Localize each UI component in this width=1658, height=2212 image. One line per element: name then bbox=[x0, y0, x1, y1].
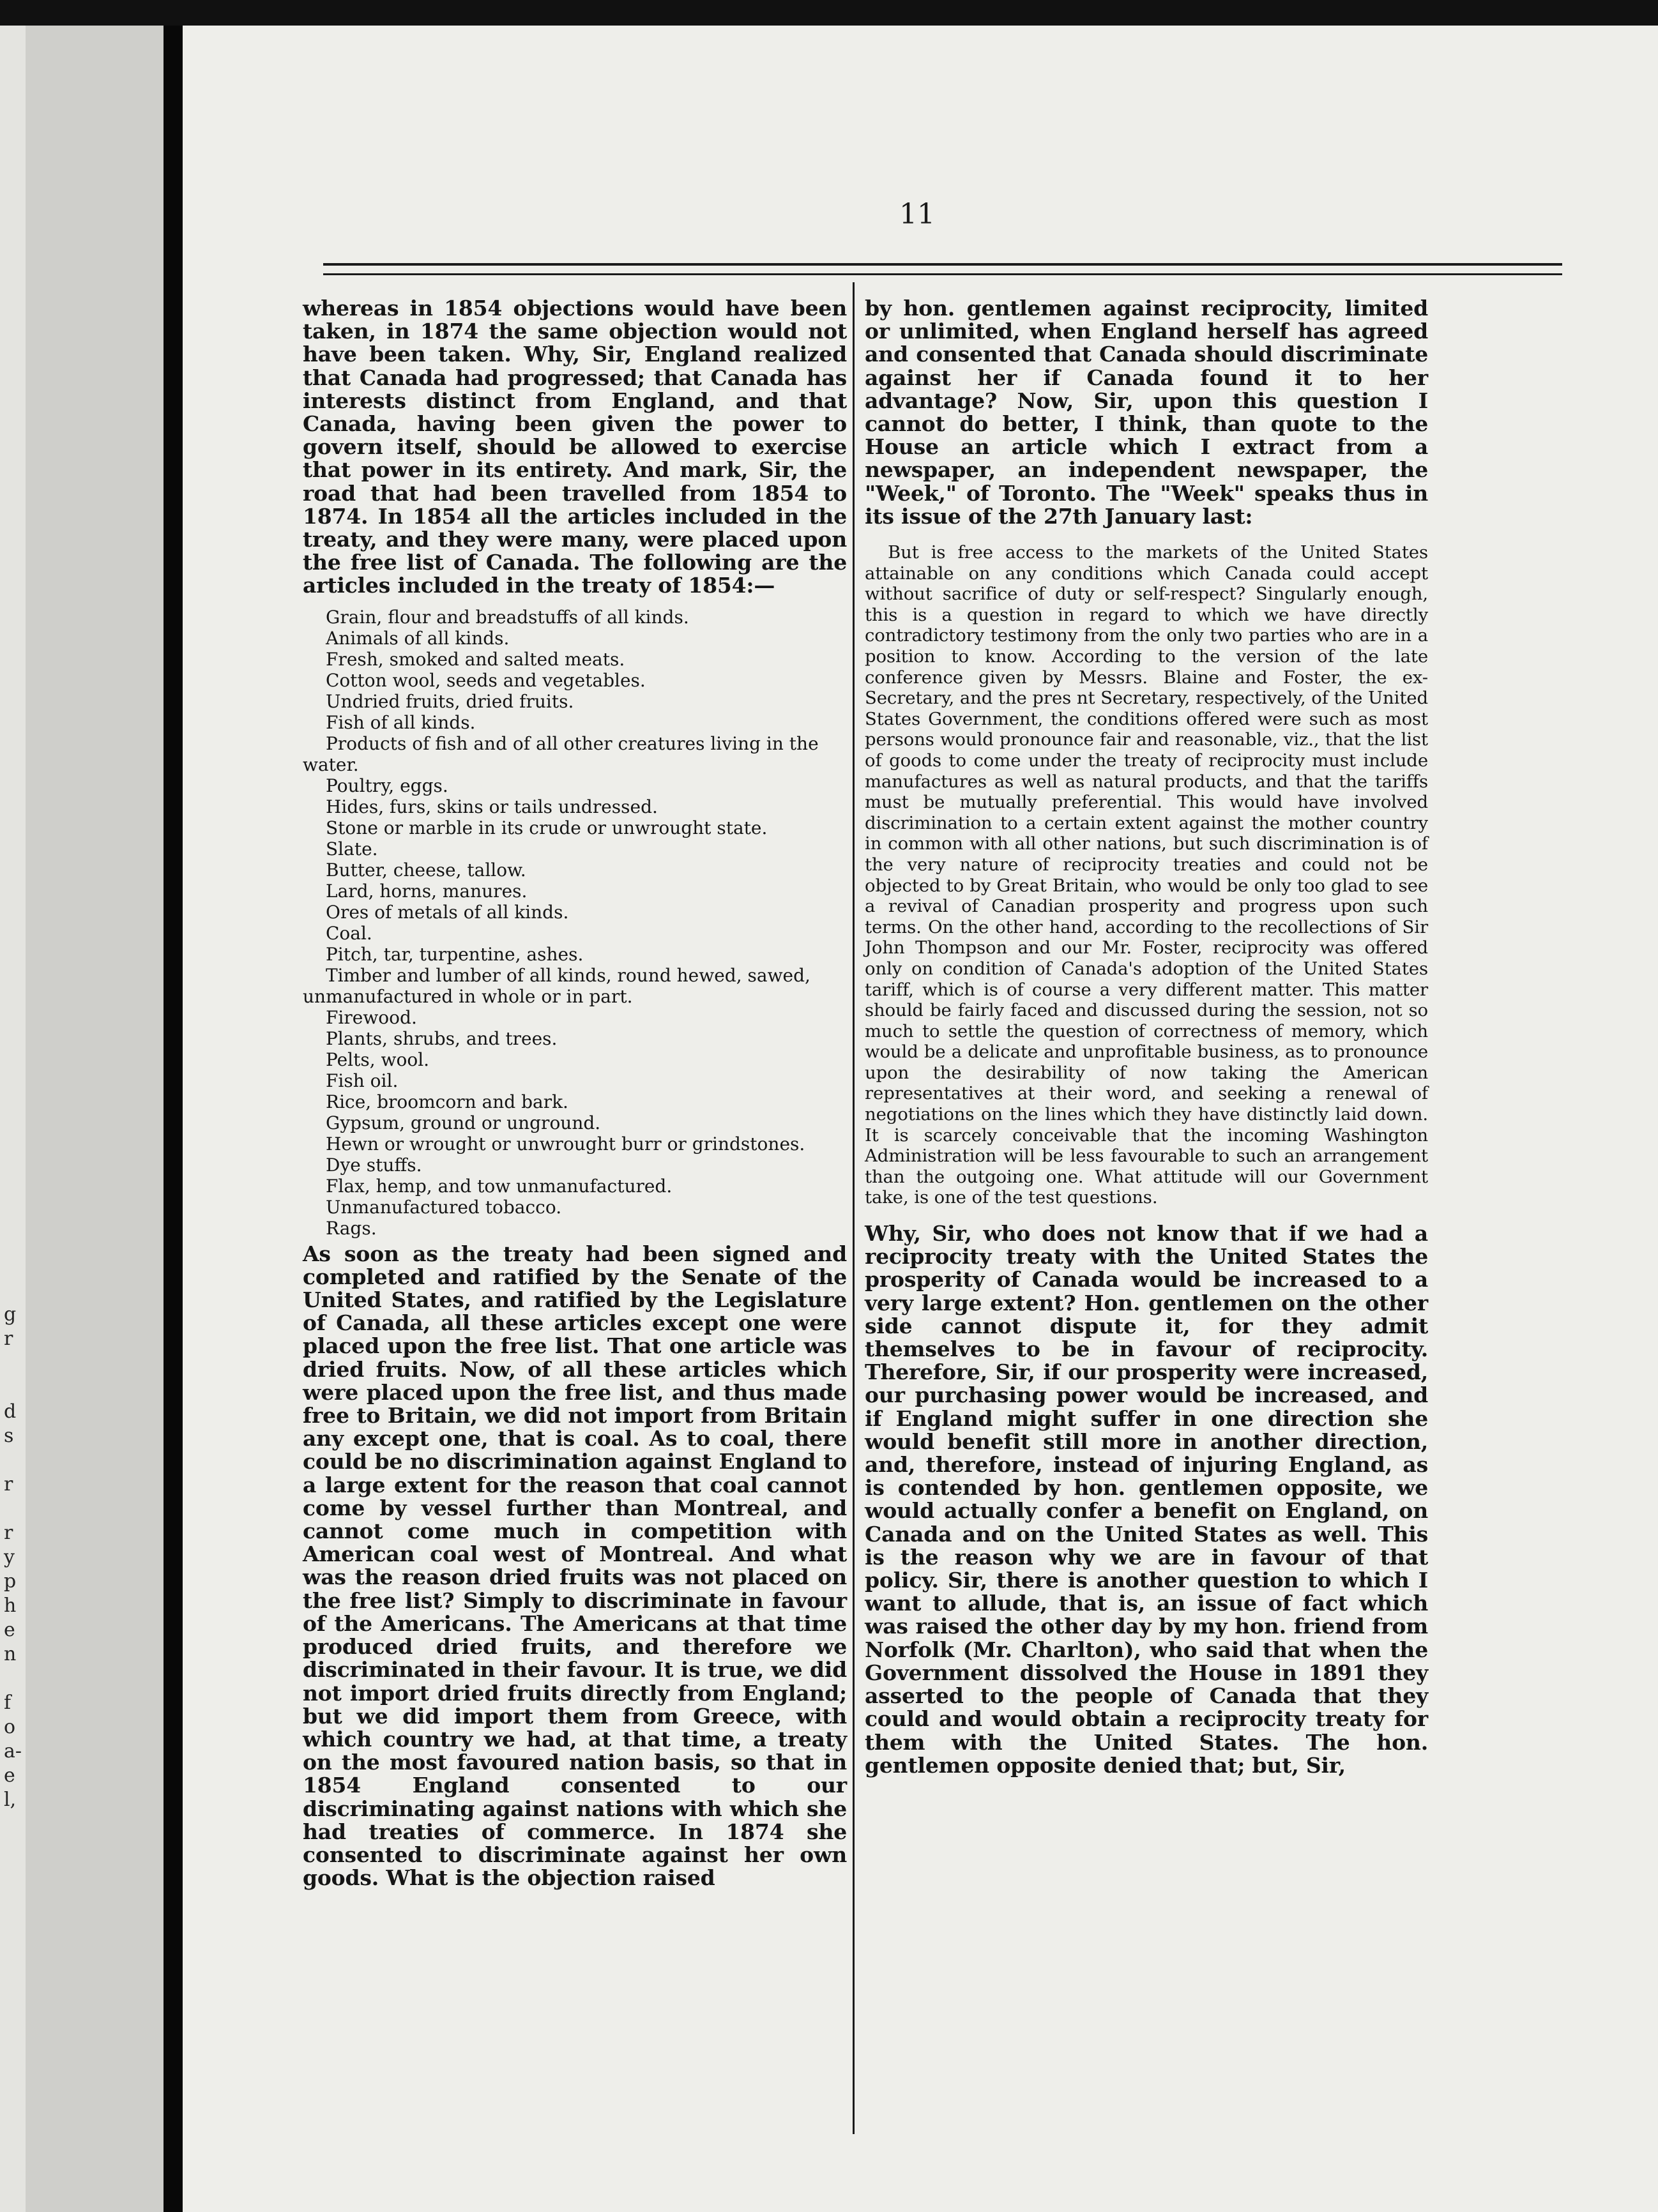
article-item: Products of fish and of all other creatures living in the water. bbox=[303, 732, 819, 775]
page-number: 11 bbox=[899, 198, 935, 231]
article-item: Dye stuffs. bbox=[326, 1154, 422, 1176]
right-paragraph-1: by hon. gentlemen against reciprocity, limited or unlimited, when England herself has agreed and consented that Canada should discriminate against her if Canada found it to her advantage? Now, Sir, upon this question I cannot do better, I think, than quote to the House an article which I extract from a newspaper, an independent newspaper, the "Week," of Toronto. The "Week" speaks thus in its issue of the 27th January last: bbox=[865, 296, 1428, 529]
book-gutter bbox=[164, 26, 183, 2212]
article-item: Poultry, eggs. bbox=[326, 775, 448, 796]
facing-page-edge-text: g r d s r r y p h e n f o a- e l, bbox=[4, 1303, 22, 1811]
article-item: Slate. bbox=[326, 838, 378, 860]
article-item: Cotton wool, seeds and vegetables. bbox=[326, 669, 646, 691]
article-item: Undried fruits, dried fruits. bbox=[326, 690, 574, 712]
article-item: Hides, furs, skins or tails undressed. bbox=[326, 796, 658, 817]
header-rule-thick bbox=[323, 263, 1562, 266]
facing-page-strip bbox=[0, 26, 164, 2212]
left-column bbox=[303, 297, 847, 1890]
article-item: Plants, shrubs, and trees. bbox=[326, 1027, 558, 1049]
article-item: Rags. bbox=[326, 1217, 377, 1239]
right-column bbox=[865, 297, 1428, 1777]
article-item: Stone or marble in its crude or unwrought state. bbox=[326, 817, 768, 838]
right-paragraph-2: Why, Sir, who does not know that if we had a reciprocity treaty with the United States the prosperity of Canada would be increased to a very large extent? Hon. gentlemen on the other side cannot dispute it, for they admit themselves to be in favour of reciprocity. Therefore, Sir, if our prosperity were increased, our purchasing power would be increased, and if England might suffer in one direction she would benefit still more in another direction, and, therefore, instead of injuring England, as is contended by hon. gentlemen opposite, we would actually confer a benefit on England, on Canada and on the United States as well. This is the reason why we are in favour of that policy. Sir, there is another question to which I want to allude, that is, an issue of fact which was raised the other day by my hon. friend from Norfolk (Mr. Charlton), who said that when the Government dissolved the House in 1891 they asserted to the people of Canada that they could and would obtain a reciprocity treaty for them with the United States. The hon. gentlemen opposite denied that; but, Sir, bbox=[865, 1221, 1428, 1778]
article-item: Rice, broomcorn and bark. bbox=[326, 1091, 568, 1112]
treaty-articles-list bbox=[303, 607, 847, 1239]
quoted-article: But is free access to the markets of the United States attainable on any conditions which Canada could accept without sacrifice of duty or self-respect? Singularly enough, this is a question in regard to which we have directly contradictory testimony from the only two parties who are in a position to know. According to the version of the late conference given by Messrs. Blaine and Foster, the ex-Secretary, and the pres nt Secretary, respectively, of the United States Government, the conditions offered were such as most persons would pronounce fair and reasonable, viz., that the list of goods to come under the treaty of reciprocity must include manufactures as well as natural products, and that the tariffs must be mutually preferential. This would have involved discrimination to a certain extent against the mother country in common with all other nations, but such discrimination is of the very nature of reciprocity treaties and could not be objected to by Great Britain, who would be only too glad to see a revival of Canadian prosperity and progress upon such terms. On the other hand, according to the recollections of Sir John Thompson and our Mr. Foster, reciprocity was offered only on condition of Canada's adoption of the United States tariff, which is of course a very different matter. This matter should be fairly faced and discussed during the session, not so much to settle the question of correctness of memory, which would be a delicate and unprofitable business, as to pronounce upon the desirability of now taking the American representatives at their word, and seeking a renewal of negotiations on the lines which they have distinctly laid down. It is scarcely conceivable that the incoming Washington Administration will be less favourable to such an arrangement than the outgoing one. What attitude will our Government take, is one of the test questions. bbox=[865, 542, 1428, 1208]
article-item: Fresh, smoked and salted meats. bbox=[326, 648, 625, 670]
left-paragraph-2: As soon as the treaty had been signed and completed and ratified by the Senate of the United States, and ratified by the Legislature of Canada, all these articles except one were placed upon the free list. That one article was dried fruits. Now, of all these articles which were placed upon the free list, and thus made free to Britain, we did not import from Britain any except one, that is coal. As to coal, there could be no discrimination against England to a large extent for the reason that coal cannot come by vessel further than Montreal, and cannot come much in competition with American coal west of Montreal. And what was the reason dried fruits was not placed on the free list? Simply to discriminate in favour of the Americans. The Americans at that time produced dried fruits, and therefore we discriminated in their favour. It is true, we did not import dried fruits directly from England; but we did import them from Greece, with which country we had, at that time, a treaty on the most favoured nation basis, so that in 1854 England consented to our discriminating against nations with which she had treaties of commerce. In 1874 she consented to discriminate against her own goods. What is the objection raised bbox=[303, 1241, 847, 1891]
article-item: Grain, flour and breadstuffs of all kinds. bbox=[326, 606, 689, 628]
article-item: Fish oil. bbox=[326, 1070, 399, 1091]
scan-top-edge bbox=[0, 0, 1658, 26]
article-item: Fish of all kinds. bbox=[326, 711, 476, 733]
article-item: Pitch, tar, turpentine, ashes. bbox=[326, 943, 584, 965]
facing-page-margin bbox=[0, 26, 26, 2212]
article-item: Unmanufactured tobacco. bbox=[326, 1196, 562, 1218]
article-item: Firewood. bbox=[326, 1006, 417, 1028]
article-item: Pelts, wool. bbox=[326, 1049, 430, 1070]
column-divider bbox=[853, 282, 855, 2134]
article-item: Coal. bbox=[326, 922, 372, 944]
header-rule-thin bbox=[323, 273, 1562, 275]
article-item: Ores of metals of all kinds. bbox=[326, 901, 569, 923]
article-item: Flax, hemp, and tow unmanufactured. bbox=[326, 1175, 673, 1197]
article-item: Timber and lumber of all kinds, round hewed, sawed, unmanufactured in whole or in part. bbox=[303, 964, 810, 1007]
article-item: Animals of all kinds. bbox=[326, 627, 510, 649]
document-page bbox=[183, 26, 1658, 2212]
article-item: Hewn or wrought or unwrought burr or grindstones. bbox=[326, 1133, 805, 1155]
article-item: Gypsum, ground or unground. bbox=[326, 1112, 601, 1133]
article-item: Butter, cheese, tallow. bbox=[326, 859, 526, 881]
left-paragraph-1: whereas in 1854 objections would have been taken, in 1874 the same objection would not have been taken. Why, Sir, England realized that Canada had progressed; that Canada has interests distinct from England, and that Canada, having been given the power to govern itself, should be allowed to exercise that power in its entirety. And mark, Sir, the road that had been travelled from 1854 to 1874. In 1854 all the articles included in the treaty, and they were many, were placed upon the free list of Canada. The following are the articles included in the treaty of 1854:— bbox=[303, 296, 847, 598]
article-item: Lard, horns, manures. bbox=[326, 880, 528, 902]
